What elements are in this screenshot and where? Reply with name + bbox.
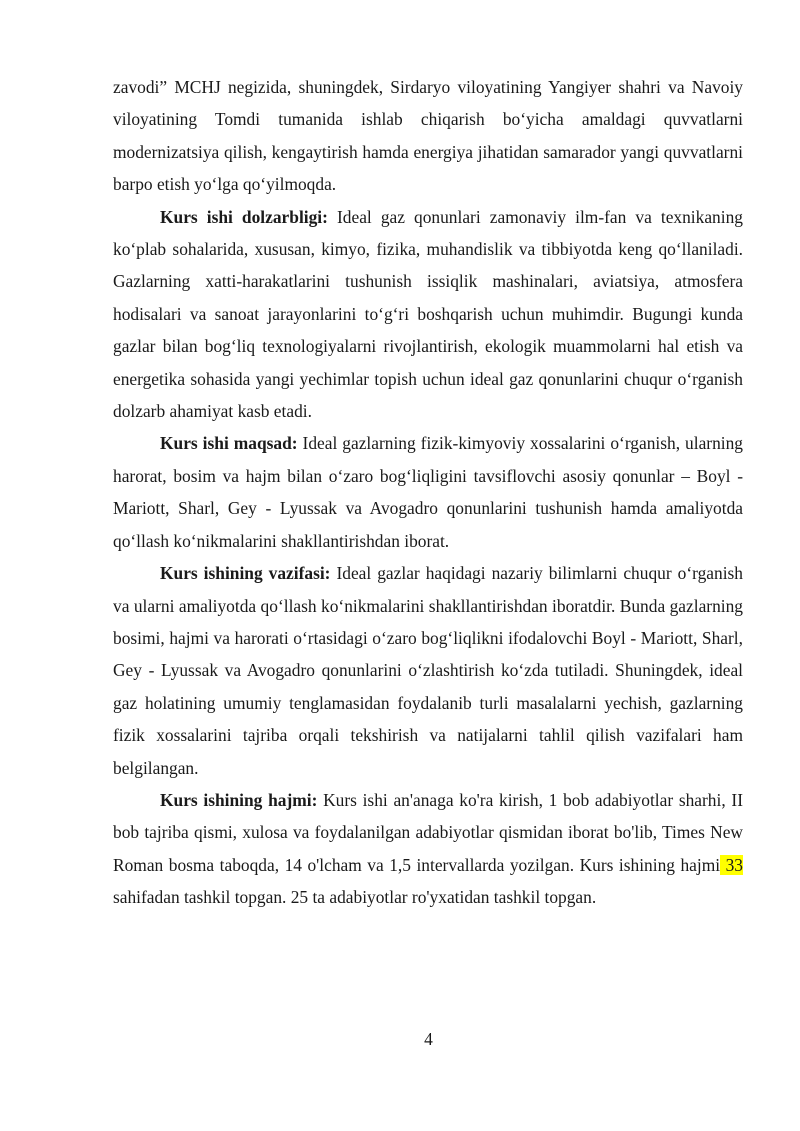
paragraph-heading-volume: Kurs ishining hajmi: — [160, 789, 318, 810]
page-number-footer — [57, 1029, 800, 1050]
paragraph-text-after: sahifadan tashkil topgan. 25 ta adabiyotlar ro'yxatidan tashkil topgan. — [113, 887, 597, 908]
paragraph-text: Ideal gazlarning fizik-kimyoviy xossalarini o‘rganish, ularning harorat, bosim va hajm bilan o‘zaro bog‘liqligini tavsiflovchi asosiy qonunlar – Boyl - Mariott, Sharl, Gey - Lyussak va Avogadro qonunlarini tushunish hamda amaliyotda qo‘llash ko‘nikmalarini shakllantirishdan iborat. — [113, 433, 744, 551]
paragraph-tasks — [113, 557, 743, 784]
page-number: 4 — [424, 1029, 433, 1049]
paragraph-heading-goal: Kurs ishi maqsad: — [160, 433, 298, 454]
highlighted-page-count: 33 — [720, 854, 743, 875]
paragraph-text: zavodi” MCHJ negizida, shuningdek, Sirdaryo viloyatining Yangiyer shahri va Navoiy viloyatining Tomdi tumanida ishlab chiqarish bo‘yicha amaldagi quvvatlarni modernizatsiya qilish, kengaytirish hamda energiya jihatidan samarador yangi quvvatlarni barpo etish yo‘lga qo‘yilmoqda. — [113, 77, 743, 195]
paragraph-heading-relevance: Kurs ishi dolzarbligi: — [160, 206, 328, 227]
paragraph-volume — [113, 784, 743, 914]
paragraph-text: Ideal gaz qonunlari zamonaviy ilm-fan va texnikaning ko‘plab sohalarida, xususan, kimyo, fizika, muhandislik va tibbiyotda keng qo‘llaniladi. Gazlarning xatti-harakatlarini tushunish issiqlik mashinalari, aviatsiya, atmosfera hodisalari va sanoat jarayonlarini to‘g‘ri boshqarish uchun muhimdir. Bugungi kunda gazlar bilan bog‘liq texnologiyalarni rivojlantirish, ekologik muammolarni hal etish va energetika sohasida yangi yechimlar topish uchun ideal gaz qonunlarini chuqur o‘rganish dolzarb ahamiyat kasb etadi. — [113, 206, 743, 422]
paragraph-heading-tasks: Kurs ishining vazifasi: — [160, 563, 331, 584]
paragraph-text: Ideal gazlar haqidagi nazariy bilimlarni chuqur o‘rganish va ularni amaliyotda qo‘llash ko‘nikmalarini shakllantirishdan iboratdir. Bunda gazlarning bosimi, hajmi va harorati o‘rtasidagi o‘zaro bog‘liqlikni ifodalovchi Boyl - Mariott, Sharl, Gey - Lyussak va Avogadro qonunlarini o‘zlashtirish ko‘zda tutiladi. Shuningdek, ideal gaz holatining umumiy tenglamasidan foydalanib turli masalalarni yechish, gazlarning fizik xossalarini tajriba orqali tekshirish va natijalarni tahlil qilish vazifalari ham belgilangan. — [113, 563, 743, 778]
paragraph-text: Kurs ishi an'anaga ko'ra kirish, 1 bob adabiyotlar sharhi, II bob tajriba qismi, xulosa va foydalanilgan adabiyotlar qismidan iborat bo'lib, Times New Roman bosma taboqda, 14 o'lcham va 1,5 intervallarda yozilgan. Kurs ishining hajmi — [113, 789, 743, 875]
paragraph-goal — [113, 427, 743, 557]
body-text — [113, 71, 743, 914]
paragraph-relevance — [113, 201, 743, 428]
paragraph-intro-continuation — [113, 71, 743, 201]
